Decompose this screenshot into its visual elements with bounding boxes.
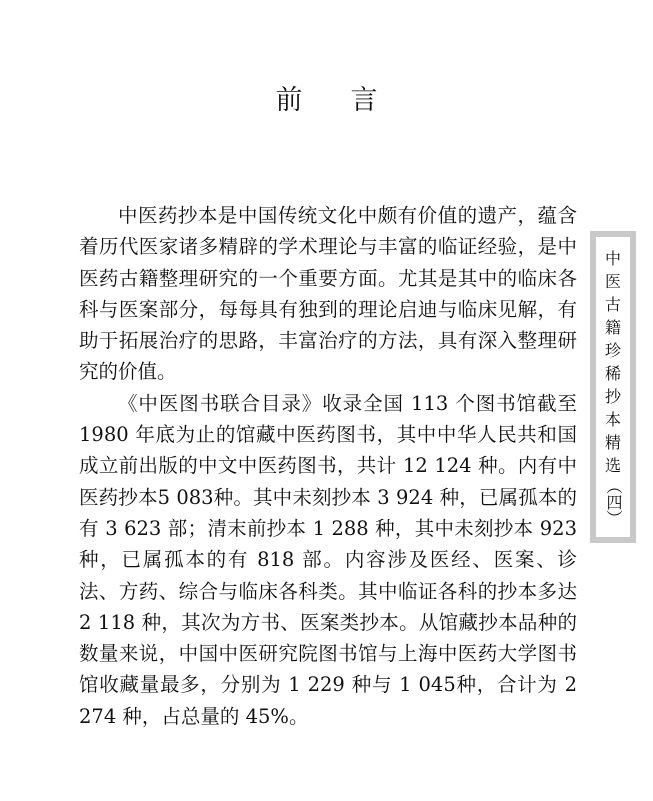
paragraph-catalog-statistics: 《中医图书联合目录》收录全国 113 个图书馆截至 1980 年底为止的馆藏中医药图书，其中中华人民共和国成立前出版的中文中医药图书，共计 12 124 种。内有中医药抄本5 083种。其中未刻抄本 3 924 种，已属孤本的有 3 623 部；清末前抄本 1 288 种，其中未刻抄本 923 种，已属孤本的有 818 部。内容涉及医经、医案、诊法、方药、综合与临床各科类。其中临证各科的抄本多达 2 118 种，其次为方书、医案类抄本。从馆藏抄本品种的数量来说，中国中医研究院图书馆与上海中医药大学图书馆收藏量最多，分别为 1 229 种与 1 045种，合计为 2 274 种，占总量的 45%。 (79, 391, 577, 728)
series-title-vertical: 中医古籍珍稀抄本精选 (604, 249, 621, 475)
paragraph-intro: 中医药抄本是中国传统文化中颇有价值的遗产，蕴含着历代医家诸多精辟的学术理论与丰富的临证经验，是中医药古籍整理研究的一个重要方面。尤其是其中的临床各科与医案部分，每每具有独到的理论启迪与临床见解，有助于拓展治疗的思路，丰富治疗的方法，具有深入整理研究的价值。 (79, 204, 577, 384)
series-side-tab-inner (596, 237, 630, 537)
series-side-tab (590, 231, 636, 543)
body-text (79, 200, 577, 732)
page-title: 前言 (275, 85, 426, 116)
series-volume-label: （四） (604, 478, 623, 526)
